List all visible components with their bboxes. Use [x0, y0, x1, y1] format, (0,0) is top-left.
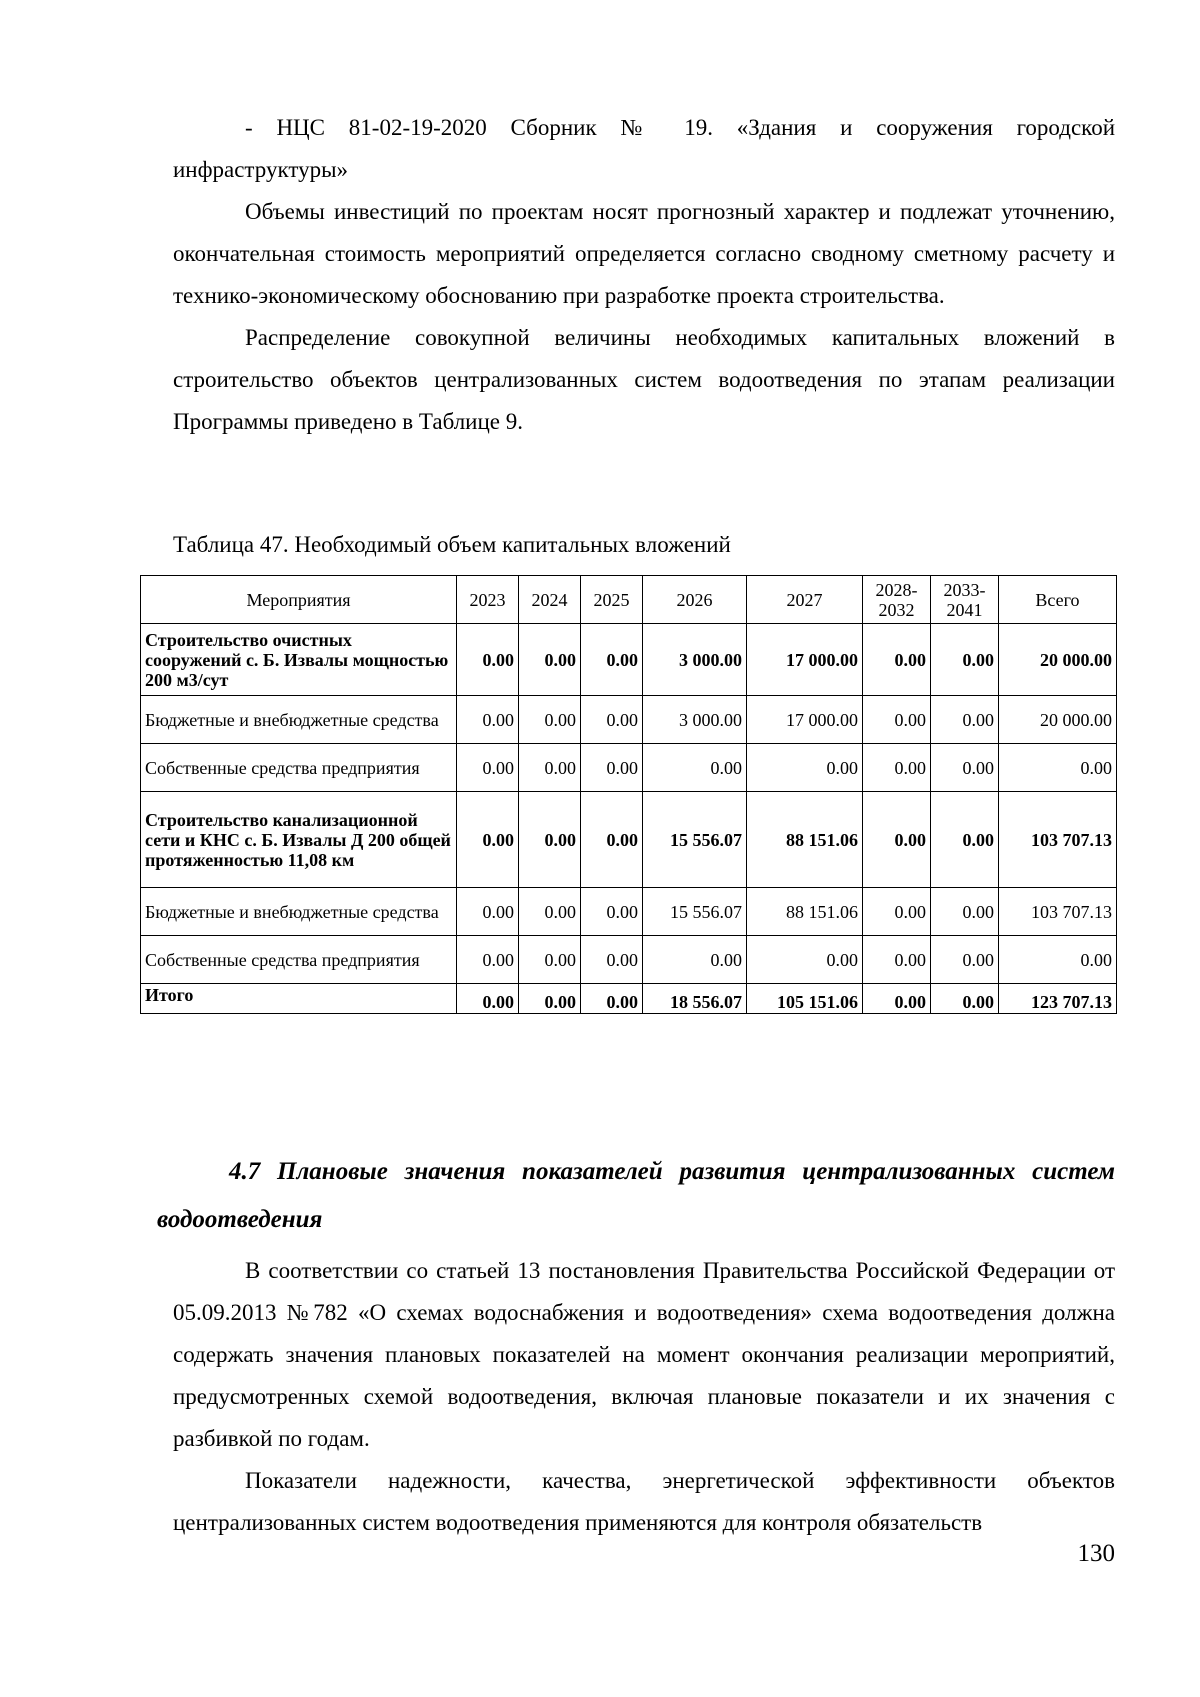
header-cell: 2028- 2032: [863, 576, 931, 624]
table-cell: 88 151.06: [747, 792, 863, 888]
table-cell: 20 000.00: [999, 624, 1117, 696]
header-cell: 2024: [519, 576, 581, 624]
row-label: Собственные средства предприятия: [141, 936, 457, 984]
table-cell: 17 000.00: [747, 696, 863, 744]
table-cell: 0.00: [863, 984, 931, 1014]
table-cell: 103 707.13: [999, 792, 1117, 888]
table-cell: 0.00: [519, 624, 581, 696]
table-cell: 3 000.00: [643, 696, 747, 744]
table-cell: 0.00: [581, 984, 643, 1014]
row-label: Бюджетные и внебюджетные средства: [141, 696, 457, 744]
row-label: Бюджетные и внебюджетные средства: [141, 888, 457, 936]
section-heading-text: 4.7 Плановые значения показателей развития централизованных систем водоотведения: [157, 1158, 1115, 1233]
table-cell: 0.00: [457, 792, 519, 888]
table-cell: 103 707.13: [999, 888, 1117, 936]
table-cell: 0.00: [457, 936, 519, 984]
row-label: Строительство очистных сооружений с. Б. Извалы мощностью 200 м3/сут: [141, 624, 457, 696]
table-cell: 105 151.06: [747, 984, 863, 1014]
header-cell: 2025: [581, 576, 643, 624]
table-cell: 0.00: [643, 744, 747, 792]
table-cell: 0.00: [643, 936, 747, 984]
table-cell: 0.00: [931, 936, 999, 984]
section-text: [173, 1250, 1115, 1544]
table-row: [141, 936, 1117, 984]
table-cell: 0.00: [457, 984, 519, 1014]
paragraph-ncs-reference: - НЦС 81-02-19-2020 Сборник № 19. «Здания и сооружения городской инфраструктуры»: [173, 115, 1115, 182]
paragraph-investment-volumes: Объемы инвестиций по проектам носят прогнозный характер и подлежат уточнению, окончательная стоимость мероприятий определяется согласно сводному сметному расчету и технико-экономическому обоснованию при разработке проекта строительства.: [173, 199, 1115, 308]
table-cell: 0.00: [581, 624, 643, 696]
table-cell: 0.00: [519, 792, 581, 888]
paragraph-regulation: В соответствии со статьей 13 постановления Правительства Российской Федерации от 05.09.2013 №782 «О схемах водоснабжения и водоотведения» схема водоотведения должна содержать значения плановых показателей на момент окончания реализации мероприятий, предусмотренных схемой водоотведения, включая плановые показатели и их значения с разбивкой по годам.: [173, 1258, 1115, 1451]
table-cell: 0.00: [931, 984, 999, 1014]
table-cell: 123 707.13: [999, 984, 1117, 1014]
table-row: [141, 888, 1117, 936]
table-cell: 0.00: [931, 624, 999, 696]
row-label: Строительство канализационной сети и КНС с. Б. Извалы Д 200 общей протяженностью 11,08 км: [141, 792, 457, 888]
header-cell: 2027: [747, 576, 863, 624]
table-caption: Таблица 47. Необходимый объем капитальных вложений: [173, 532, 731, 557]
table-cell: 15 556.07: [643, 792, 747, 888]
table-cell: 0.00: [581, 936, 643, 984]
table-cell: 0.00: [931, 792, 999, 888]
capital-investment-table: [140, 575, 1117, 1014]
table-cell: 0.00: [519, 936, 581, 984]
section-heading: [157, 1148, 1115, 1244]
table-total-row: [141, 984, 1117, 1014]
header-cell: 2033- 2041: [931, 576, 999, 624]
table-row: [141, 792, 1117, 888]
table-cell: 0.00: [931, 744, 999, 792]
table-cell: 0.00: [457, 888, 519, 936]
table-cell: 20 000.00: [999, 696, 1117, 744]
table-cell: 3 000.00: [643, 624, 747, 696]
table-cell: 0.00: [931, 696, 999, 744]
table-cell: 17 000.00: [747, 624, 863, 696]
table-cell: 15 556.07: [643, 888, 747, 936]
intro-text: [173, 107, 1115, 443]
table-cell: 0.00: [581, 744, 643, 792]
table-cell: 88 151.06: [747, 888, 863, 936]
page-number: 130: [1077, 1540, 1115, 1567]
table-row: [141, 624, 1117, 696]
paragraph-distribution: Распределение совокупной величины необходимых капитальных вложений в строительство объектов централизованных систем водоотведения по этапам реализации Программы приведено в Таблице 9.: [173, 325, 1115, 434]
table-cell: 0.00: [519, 888, 581, 936]
table-cell: 0.00: [519, 696, 581, 744]
table-cell: 0.00: [863, 696, 931, 744]
table-cell: 0.00: [863, 936, 931, 984]
table-cell: 0.00: [931, 888, 999, 936]
table-cell: 0.00: [457, 744, 519, 792]
table-cell: 0.00: [747, 936, 863, 984]
table-cell: 0.00: [581, 888, 643, 936]
table-cell: 0.00: [999, 744, 1117, 792]
table-row: [141, 744, 1117, 792]
table-cell: 0.00: [519, 984, 581, 1014]
header-cell: 2023: [457, 576, 519, 624]
table-cell: 18 556.07: [643, 984, 747, 1014]
table-row: [141, 696, 1117, 744]
table-cell: 0.00: [519, 744, 581, 792]
table-cell: 0.00: [999, 936, 1117, 984]
table-header-row: [141, 576, 1117, 624]
table-cell: 0.00: [863, 792, 931, 888]
header-cell: Всего: [999, 576, 1117, 624]
row-label: Собственные средства предприятия: [141, 744, 457, 792]
table-cell: 0.00: [581, 792, 643, 888]
table-cell: 0.00: [747, 744, 863, 792]
table-cell: 0.00: [457, 696, 519, 744]
table-cell: 0.00: [863, 888, 931, 936]
table-cell: 0.00: [457, 624, 519, 696]
paragraph-indicators: Показатели надежности, качества, энергетической эффективности объектов централизованных систем водоотведения применяются для контроля обязательств: [173, 1468, 1115, 1535]
header-cell: Мероприятия: [141, 576, 457, 624]
row-label: Итого: [141, 984, 457, 1014]
header-cell: 2026: [643, 576, 747, 624]
table-cell: 0.00: [863, 624, 931, 696]
table-cell: 0.00: [581, 696, 643, 744]
table-cell: 0.00: [863, 744, 931, 792]
